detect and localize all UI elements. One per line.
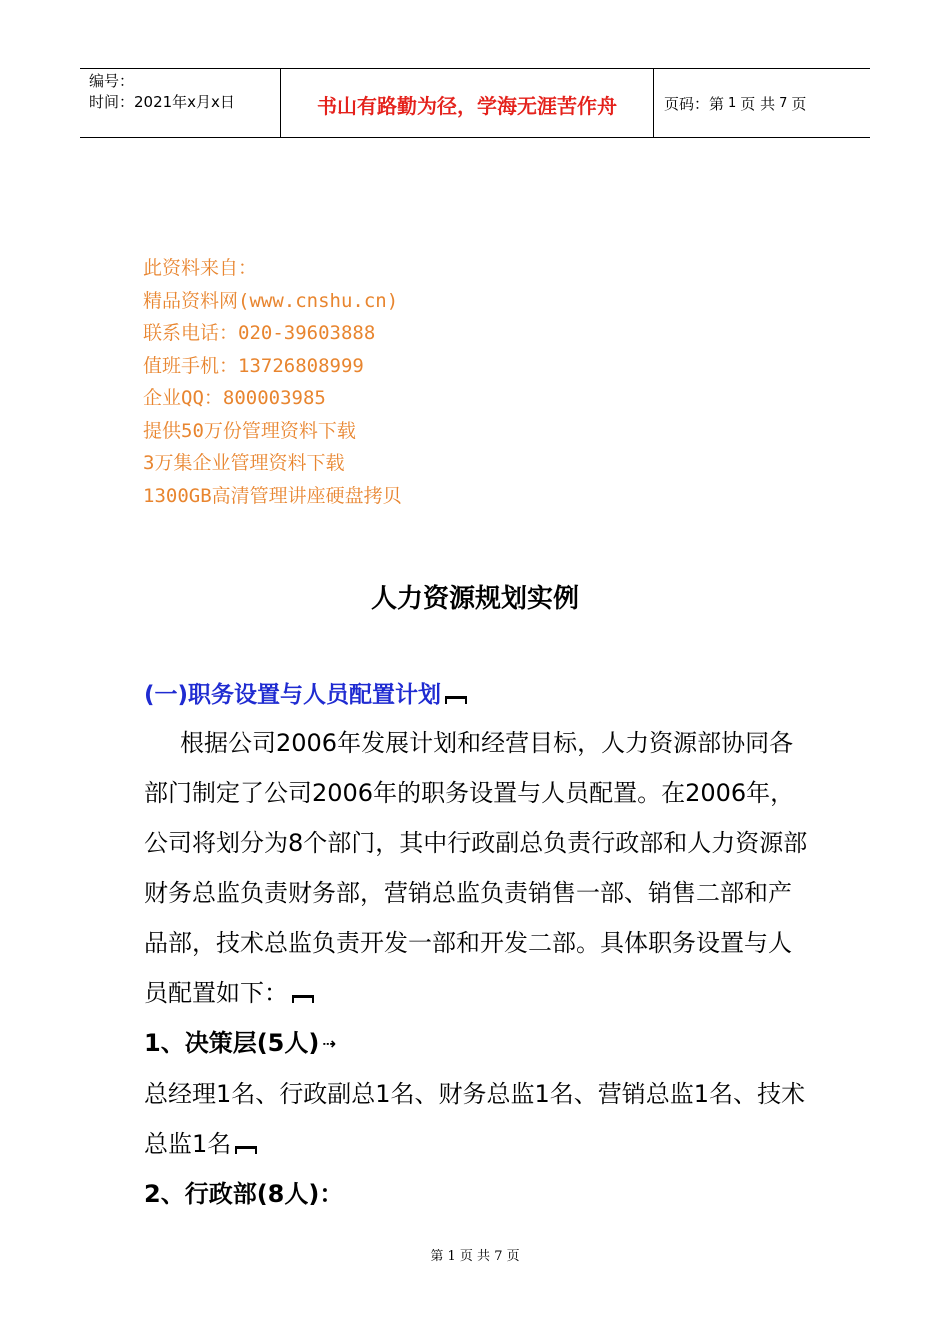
source-line: 联系电话：020-39603888	[143, 322, 376, 344]
paragraph-mark-icon	[445, 696, 467, 704]
paragraph-text: 根据公司2006年发展计划和经营目标，人力资源部协同各部门制定了公司2006年的职务设置与人员配置。在2006年， 公司将划分为8个部门，其中行政副总负责行政部和人力资源部财务总监负责财务部，营销总监负责销售一部、销售二部和产品部，技术总监负责开发一部和开发二部。具体职务设置与人员配置如下：	[144, 729, 808, 1007]
item-heading	[144, 1018, 809, 1069]
item-text-content: 总经理1名、行政副总1名、财务总监1名、营销总监1名、技术总监1名	[144, 1080, 806, 1158]
source-line: 值班手机：13726808999	[143, 354, 364, 377]
page-header	[80, 68, 870, 138]
header-motto: 书山有路勤为径，学海无涯苦作舟	[281, 69, 654, 137]
document-body	[144, 718, 809, 1219]
tab-mark-icon: ⇢	[322, 1034, 336, 1053]
source-line: 精品资料网(www.cnshu.cn)	[143, 289, 399, 312]
page-label-mid: 页 共	[740, 94, 776, 113]
source-line: 提供50万份管理资料下载	[143, 419, 356, 442]
item-text	[144, 1069, 809, 1169]
item-heading-text: 1、决策层(5人)	[144, 1029, 320, 1057]
page-label-prefix: 页码：第	[664, 94, 725, 113]
item-heading	[144, 1169, 809, 1219]
paragraph-mark-icon	[235, 1146, 257, 1154]
page-footer: 第 1 页 共 7 页	[430, 1249, 520, 1264]
source-line: 1300GB高清管理讲座硬盘拷贝	[143, 484, 402, 507]
document-title: 人力资源规划实例	[370, 584, 579, 614]
source-line: 此资料来自：	[143, 257, 258, 279]
header-time-label: 时间：2021年x月x日	[89, 93, 235, 111]
page-total: 7	[779, 95, 788, 111]
source-info-block	[143, 252, 402, 512]
item-heading-text: 2、行政部(8人)：	[144, 1180, 344, 1208]
source-line: 3万集企业管理资料下载	[143, 452, 345, 474]
header-page-info	[654, 69, 870, 137]
page-label-suffix: 页	[791, 94, 807, 113]
header-number-label: 编号：	[89, 72, 135, 90]
paragraph-mark-icon	[292, 995, 314, 1003]
header-meta	[80, 69, 281, 137]
source-line: 企业QQ：800003985	[143, 387, 326, 409]
page-current: 1	[728, 95, 737, 111]
body-paragraph	[144, 718, 809, 1018]
section-heading	[144, 676, 467, 709]
section-heading-text: (一)职务设置与人员配置计划	[144, 682, 442, 708]
